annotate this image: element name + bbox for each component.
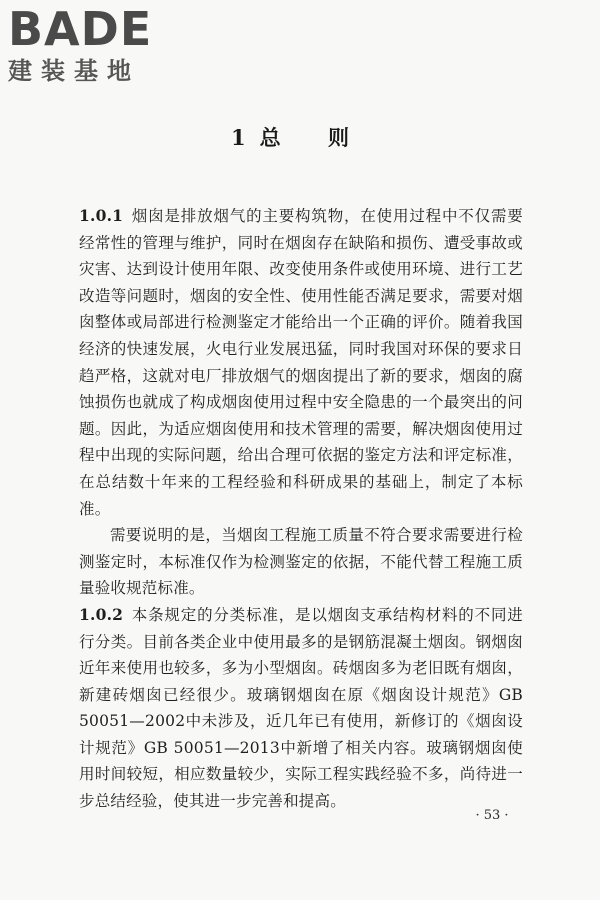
clause-paragraph — [79, 522, 523, 602]
logo-wordmark: BADE — [8, 2, 153, 56]
clause-number: 1.0.2 — [79, 604, 124, 624]
chapter-heading — [0, 122, 600, 152]
clause-text: 本条规定的分类标准，是以烟囱支承结构材料的不同进行分类。目前各类企业中使用最多的是钢筋混凝土烟囱。钢烟囱近年来使用也较多，多为小型烟囱。砖烟囱多为老旧既有烟囱，新建砖烟囱已经很少。玻璃钢烟囱在原《烟囱设计规范》GB 50051—2002中未涉及，近几年已有使用，新修订的《烟囱设计规范》GB 50051—2013中新增了相关内容。玻璃钢烟囱使用时间较短，相应数量较少，实际工程实践经验不多，尚待进一步总结经验，使其进一步完善和提高。 — [79, 605, 523, 811]
body-text — [79, 203, 523, 815]
clause-number: 1.0.1 — [79, 206, 124, 225]
page-number: · 53 · — [475, 808, 509, 823]
chapter-title: 总 则 — [259, 125, 369, 150]
clause-paragraph — [79, 602, 523, 815]
clause-text: 需要说明的是，当烟囱工程施工质量不符合要求需要进行检测鉴定时，本标准仅作为检测鉴定的依据，不能代替工程施工质量验收规范标准。 — [79, 526, 523, 598]
logo-subtitle: 建装基地 — [8, 57, 140, 85]
chapter-number: 1 — [231, 125, 260, 150]
clause-paragraph — [79, 203, 523, 522]
clause-text: 烟囱是排放烟气的主要构筑物，在使用过程中不仅需要经常性的管理与维护，同时在烟囱存在缺陷和损伤、遭受事故或灾害、达到设计使用年限、改变使用条件或使用环境、进行工艺改造等问题时，烟囱的安全性、使用性能否满足要求，需要对烟囱整体或局部进行检测鉴定才能给出一个正确的评价。随着我国经济的快速发展，火电行业发展迅猛，同时我国对环保的要求日趋严格，这就对电厂排放烟气的烟囱提出了新的要求，烟囱的腐蚀损伤也就成了构成烟囱使用过程中安全隐患的一个最突出的问题。因此，为适应烟囱使用和技术管理的需要，解决烟囱使用过程中出现的实际问题，给出合理可依据的鉴定方法和评定标准，在总结数十年来的工程经验和科研成果的基础上，制定了本标准。 — [79, 207, 523, 518]
bade-logo — [8, 2, 176, 92]
